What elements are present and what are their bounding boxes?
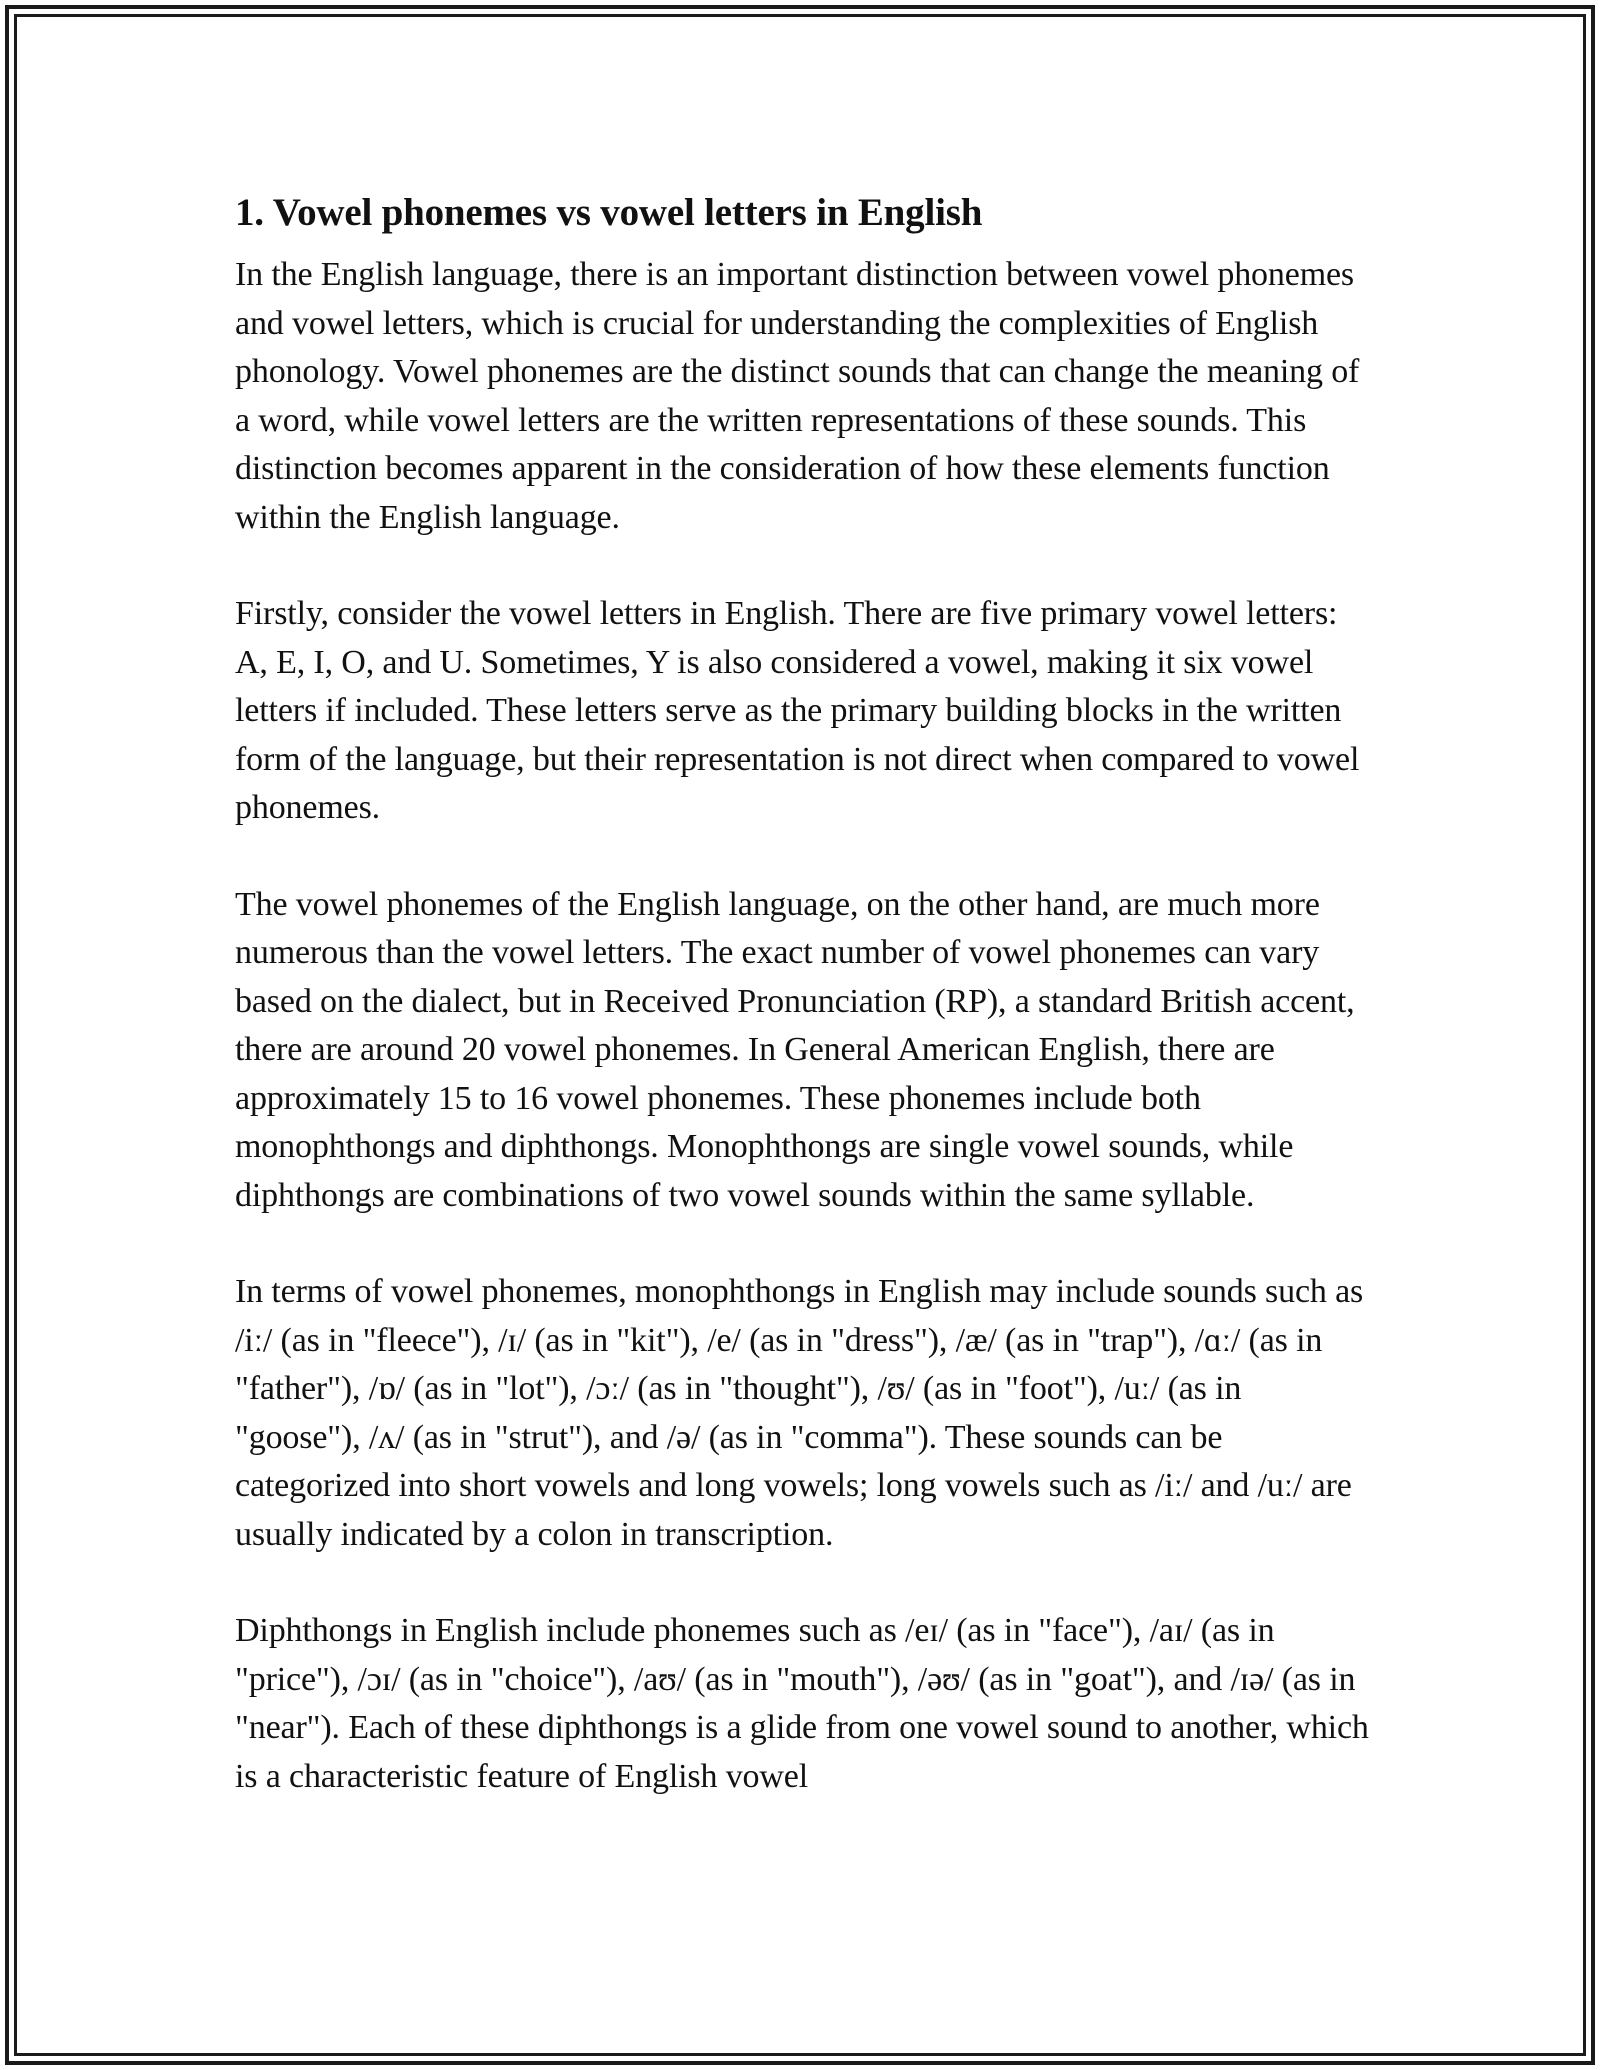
document-body bbox=[235, 183, 1375, 1801]
paragraph-intro: In the English language, there is an important distinction between vowel phonemes and vowel letters, which is crucial for understanding the complexities of English phonology. Vowel phonemes are the distinct sounds that can change the meaning of a word, while vowel letters are the written representations of these sounds. This distinction becomes apparent in the consideration of how these elements function within the English language. bbox=[235, 256, 1360, 536]
paragraph-vowel-phonemes: The vowel phonemes of the English language, on the other hand, are much more numerous than the vowel letters. The exact number of vowel phonemes can vary based on the dialect, but in Received Pronunciation (RP), a standard British accent, there are around 20 vowel phonemes. In General American English, there are approximately 15 to 16 vowel phonemes. These phonemes include both monophthongs and diphthongs. Monophthongs are single vowel sounds, while diphthongs are combinations of two vowel sounds within the same syllable. bbox=[235, 885, 1355, 1214]
paragraph-vowel-letters: Firstly, consider the vowel letters in English. There are five primary vowel letters: A, E, I, O, and U. Sometimes, Y is also considered a vowel, making it six vowel letters if included. These letters serve as the primary building blocks in the written form of the language, but their representation is not direct when compared to vowel phonemes. bbox=[235, 595, 1360, 826]
paragraph-diphthongs: Diphthongs in English include phonemes such as /eɪ/ (as in "face"), /aɪ/ (as in "price"), /ɔɪ/ (as in "choice"), /aʊ/ (as in "mouth"), /əʊ/ (as in "goat"), and /ɪə/ (as in "near"). Each of these diphthongs is a glide from one vowel sound to another, which is a characteristic feature of English vowel bbox=[235, 1612, 1369, 1795]
section-heading: 1. Vowel phonemes vs vowel letters in English bbox=[235, 191, 983, 234]
paragraph-monophthongs: In terms of vowel phonemes, monophthongs in English may include sounds such as /iː/ (as in "fleece"), /ɪ/ (as in "kit"), /e/ (as in "dress"), /æ/ (as in "trap"), /ɑː/ (as in "father"), /ɒ/ (as in "lot"), /ɔː/ (as in "thought"), /ʊ/ (as in "foot"), /uː/ (as in "goose"), /ʌ/ (as in "strut"), and /ə/ (as in "comma"). These sounds can be categorized into short vowels and long vowels; long vowels such as /iː/ and /uː/ are usually indicated by a colon in transcription. bbox=[235, 1273, 1364, 1553]
